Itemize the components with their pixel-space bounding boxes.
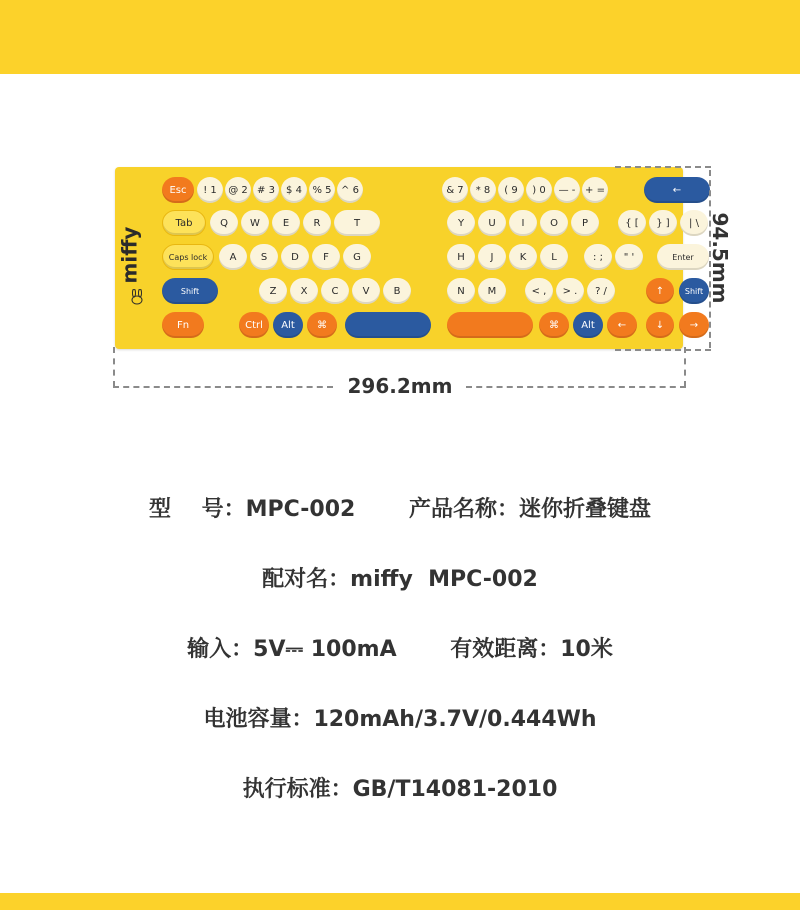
spec-standard: 执行标准：GB/T14081-2010 (242, 777, 558, 802)
key-r1-0: Tab (162, 210, 206, 236)
key-r2-4: F (312, 244, 340, 270)
key-r2-7: J (478, 244, 506, 270)
bunny-icon (129, 289, 145, 305)
key-r0-10: ) 0 (526, 177, 552, 203)
key-r1-4: R (303, 210, 331, 236)
spec-battery: 电池容量：120mAh/3.7V/0.444Wh (203, 707, 597, 732)
width-guide-left (113, 347, 115, 387)
key-r4-3: ⌘ (307, 312, 337, 338)
key-r3-12: Shift (679, 278, 709, 304)
key-r3-6: N (447, 278, 475, 304)
brand-logo: miffy (117, 226, 142, 284)
key-r0-9: ( 9 (498, 177, 524, 203)
key-r3-8: < , (525, 278, 553, 304)
width-guide-right (684, 347, 686, 387)
key-r1-8: I (509, 210, 537, 236)
key-r2-12: Enter (657, 244, 709, 270)
key-r2-2: S (250, 244, 278, 270)
key-r0-5: % 5 (309, 177, 335, 203)
key-r3-0: Shift (162, 278, 218, 304)
key-r4-6: ⌘ (539, 312, 569, 338)
key-r4-1: Ctrl (239, 312, 269, 338)
key-r3-9: > . (556, 278, 584, 304)
key-r4-7: Alt (573, 312, 603, 338)
key-r3-3: C (321, 278, 349, 304)
spec-model: 型 号：MPC-002 产品名称：迷你折叠键盘 (149, 497, 651, 522)
height-guide-top (615, 166, 711, 168)
top-yellow-band (0, 0, 800, 74)
key-r0-2: @ 2 (225, 177, 251, 203)
key-r3-5: B (383, 278, 411, 304)
key-r3-10: ? / (587, 278, 615, 304)
key-r0-13: ← (644, 177, 710, 203)
key-r4-0: Fn (162, 312, 204, 338)
key-r1-12: } ] (649, 210, 677, 236)
key-r2-9: L (540, 244, 568, 270)
key-r3-7: M (478, 278, 506, 304)
key-r2-1: A (219, 244, 247, 270)
bottom-yellow-band (0, 893, 800, 910)
key-r1-6: Y (447, 210, 475, 236)
key-r3-4: V (352, 278, 380, 304)
key-r1-11: { [ (618, 210, 646, 236)
key-r4-8: ← (607, 312, 637, 338)
key-r0-1: ! 1 (197, 177, 223, 203)
key-r2-6: H (447, 244, 475, 270)
width-dimension-label: 296.2mm (347, 374, 453, 398)
key-r2-3: D (281, 244, 309, 270)
brand-area (117, 217, 155, 305)
key-r0-8: * 8 (470, 177, 496, 203)
key-r1-5: T (334, 210, 380, 236)
key-r1-7: U (478, 210, 506, 236)
key-r1-10: P (571, 210, 599, 236)
width-guide-line-right (466, 386, 686, 388)
key-r1-1: Q (210, 210, 238, 236)
key-r4-2: Alt (273, 312, 303, 338)
key-r0-4: $ 4 (281, 177, 307, 203)
key-r1-9: O (540, 210, 568, 236)
key-r2-8: K (509, 244, 537, 270)
key-r4-4 (345, 312, 431, 338)
spec-input: 输入：5V⎓ 100mA 有效距离：10米 (187, 637, 613, 662)
key-r1-2: W (241, 210, 269, 236)
key-r4-9: ↓ (646, 312, 674, 338)
key-r0-3: # 3 (253, 177, 279, 203)
key-r2-11: " ' (615, 244, 643, 270)
spec-pairing-name: 配对名：miffy MPC-002 (262, 567, 538, 592)
key-r3-11: ↑ (646, 278, 674, 304)
key-r4-10: → (679, 312, 709, 338)
key-r2-5: G (343, 244, 371, 270)
key-r2-10: : ; (584, 244, 612, 270)
keyboard-illustration (115, 167, 704, 349)
key-r2-0: Caps lock (162, 244, 214, 270)
key-r3-2: X (290, 278, 318, 304)
key-r4-5 (447, 312, 533, 338)
height-dimension-label: 94.5mm (708, 212, 732, 304)
key-r0-7: & 7 (442, 177, 468, 203)
key-r3-1: Z (259, 278, 287, 304)
key-r0-6: ^ 6 (337, 177, 363, 203)
key-r1-3: E (272, 210, 300, 236)
height-guide-bottom (615, 349, 711, 351)
key-r0-0: Esc (162, 177, 194, 203)
key-r1-13: | \ (680, 210, 708, 236)
key-r0-12: + = (582, 177, 608, 203)
key-r0-11: — - (554, 177, 580, 203)
width-guide-line-left (113, 386, 333, 388)
